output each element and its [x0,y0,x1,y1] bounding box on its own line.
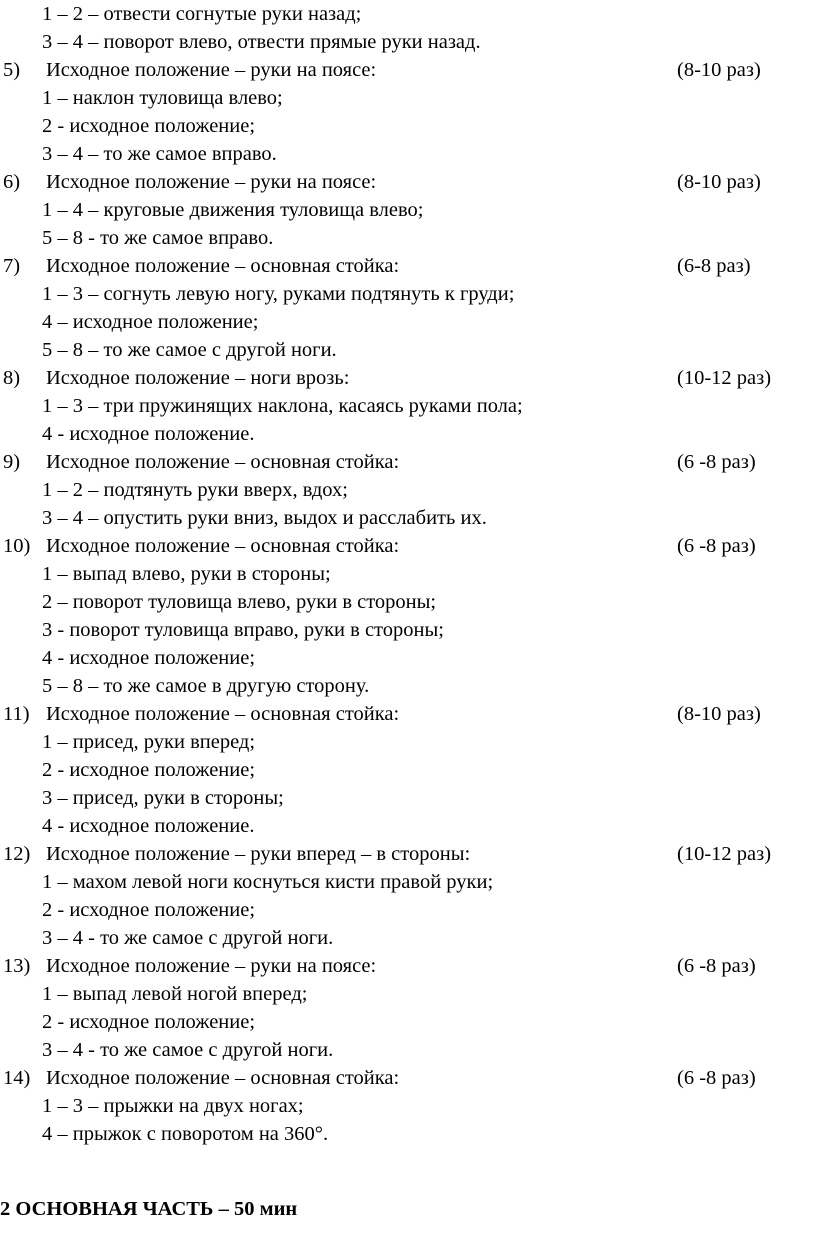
exercise-number: 10) [3,535,31,557]
exercise-step-line [0,336,816,364]
exercise-repetitions: (6 -8 раз) [677,535,756,557]
exercise-number: 7) [3,255,21,277]
exercise-step: 1 – 3 – три пружинящих наклона, касаясь руками пола; [42,395,523,417]
exercise-step: 2 - исходное положение; [42,1011,256,1033]
exercise-step: 1 – выпад левой ногой вперед; [42,983,308,1005]
exercise-repetitions: (8-10 раз) [677,171,761,193]
exercise-repetitions: (10-12 раз) [677,843,772,865]
exercise-start-position: Исходное положение – основная стойка: [46,255,400,277]
exercise-heading-line [0,448,816,476]
exercise-repetitions: (6 -8 раз) [677,955,756,977]
exercise-start-position: Исходное положение – руки на поясе: [46,955,377,977]
exercise-step: 4 – исходное положение; [42,311,259,333]
exercise-step-line [0,980,816,1008]
exercise-step-line [0,868,816,896]
exercise-step-line [0,476,816,504]
exercise-step-line [0,1120,816,1148]
exercise-step: 2 - исходное положение; [42,759,256,781]
exercise-step: 3 – 4 – то же самое вправо. [42,143,277,165]
exercise-step: 3 – 4 - то же самое с другой ноги. [42,1039,334,1061]
exercise-step-line [0,812,816,840]
exercise-step-line [0,896,816,924]
exercise-repetitions: (8-10 раз) [677,59,761,81]
exercise-number: 5) [3,59,21,81]
exercise-step-line [0,224,816,252]
exercise-step-line [0,504,816,532]
exercise-repetitions: (6 -8 раз) [677,1067,756,1089]
exercise-step: 1 – 2 – подтянуть руки вверх, вдох; [42,479,348,501]
exercise-number: 13) [3,955,31,977]
exercise-step: 5 – 8 - то же самое вправо. [42,227,274,249]
exercise-number: 14) [3,1067,31,1089]
exercise-repetitions: (6 -8 раз) [677,451,756,473]
exercise-step-line [0,616,816,644]
exercise-number: 9) [3,451,21,473]
exercise-repetitions: (10-12 раз) [677,367,772,389]
exercise-number: 11) [3,703,30,725]
exercise-step: 1 – 4 – круговые движения туловища влево; [42,199,424,221]
exercise-step-line [0,756,816,784]
exercise-step-line [0,1092,816,1120]
exercise-step-line [0,924,816,952]
exercise-step-line [0,1008,816,1036]
exercise-step-line [0,672,816,700]
exercise-start-position: Исходное положение – руки вперед – в стороны: [46,843,471,865]
exercise-step: 4 - исходное положение. [42,815,255,837]
exercise-step-line [0,560,816,588]
exercise-step: 1 – выпад влево, руки в стороны; [42,563,331,585]
exercise-heading-line [0,252,816,280]
exercise-step: 1 – махом левой ноги коснуться кисти правой руки; [42,871,494,893]
exercise-start-position: Исходное положение – основная стойка: [46,703,400,725]
exercise-start-position: Исходное положение – основная стойка: [46,451,400,473]
exercise-step-line [0,84,816,112]
exercise-start-position: Исходное положение – основная стойка: [46,1067,400,1089]
exercise-step: 3 – 4 - то же самое с другой ноги. [42,927,334,949]
exercise-step-line [0,392,816,420]
exercise-heading-line [0,1064,816,1092]
exercise-start-position: Исходное положение – ноги врозь: [46,367,350,389]
exercise-step-line [0,644,816,672]
exercise-step-line [0,728,816,756]
exercise-step-line [0,0,816,28]
exercise-step: 2 - исходное положение; [42,115,256,137]
exercise-step: 1 – 3 – прыжки на двух ногах; [42,1095,304,1117]
exercise-step: 1 – присед, руки вперед; [42,731,256,753]
exercise-step: 2 – поворот туловища влево, руки в стороны; [42,591,437,613]
exercise-step: 3 – 4 – поворот влево, отвести прямые руки назад. [42,31,481,53]
exercise-heading-line [0,840,816,868]
exercise-step-line [0,420,816,448]
exercise-step: 5 – 8 – то же самое с другой ноги. [42,339,337,361]
exercise-step-line [0,280,816,308]
exercise-step: 4 - исходное положение. [42,423,255,445]
exercise-step: 1 – 2 – отвести согнутые руки назад; [42,3,362,25]
exercise-step: 2 - исходное положение; [42,899,256,921]
exercise-number: 12) [3,843,31,865]
exercise-step-line [0,588,816,616]
exercise-number: 6) [3,171,21,193]
exercise-heading-line [0,364,816,392]
section-heading: 2 ОСНОВНАЯ ЧАСТЬ – 50 мин [0,1198,298,1220]
exercise-heading-line [0,56,816,84]
exercise-start-position: Исходное положение – руки на поясе: [46,171,377,193]
exercise-repetitions: (8-10 раз) [677,703,761,725]
exercise-step-line [0,28,816,56]
exercise-step-line [0,308,816,336]
exercise-step: 1 – 3 – согнуть левую ногу, руками подтянуть к груди; [42,283,515,305]
exercise-heading-line [0,532,816,560]
exercise-step: 3 - поворот туловища вправо, руки в стороны; [42,619,444,641]
exercise-step-line [0,1036,816,1064]
exercise-step-line [0,112,816,140]
exercise-step: 4 – прыжок с поворотом на 360°. [42,1123,329,1145]
exercise-start-position: Исходное положение – руки на поясе: [46,59,377,81]
exercise-step-line [0,196,816,224]
exercise-heading-line [0,168,816,196]
exercise-step: 1 – наклон туловища влево; [42,87,283,109]
exercise-step: 3 – присед, руки в стороны; [42,787,284,809]
exercise-step: 5 – 8 – то же самое в другую сторону. [42,675,370,697]
exercise-heading-line [0,700,816,728]
exercise-step: 4 - исходное положение; [42,647,256,669]
exercise-step: 3 – 4 – опустить руки вниз, выдох и расслабить их. [42,507,487,529]
exercise-step-line [0,140,816,168]
exercise-number: 8) [3,367,21,389]
exercise-start-position: Исходное положение – основная стойка: [46,535,400,557]
exercise-repetitions: (6-8 раз) [677,255,751,277]
exercise-heading-line [0,952,816,980]
exercise-step-line [0,784,816,812]
